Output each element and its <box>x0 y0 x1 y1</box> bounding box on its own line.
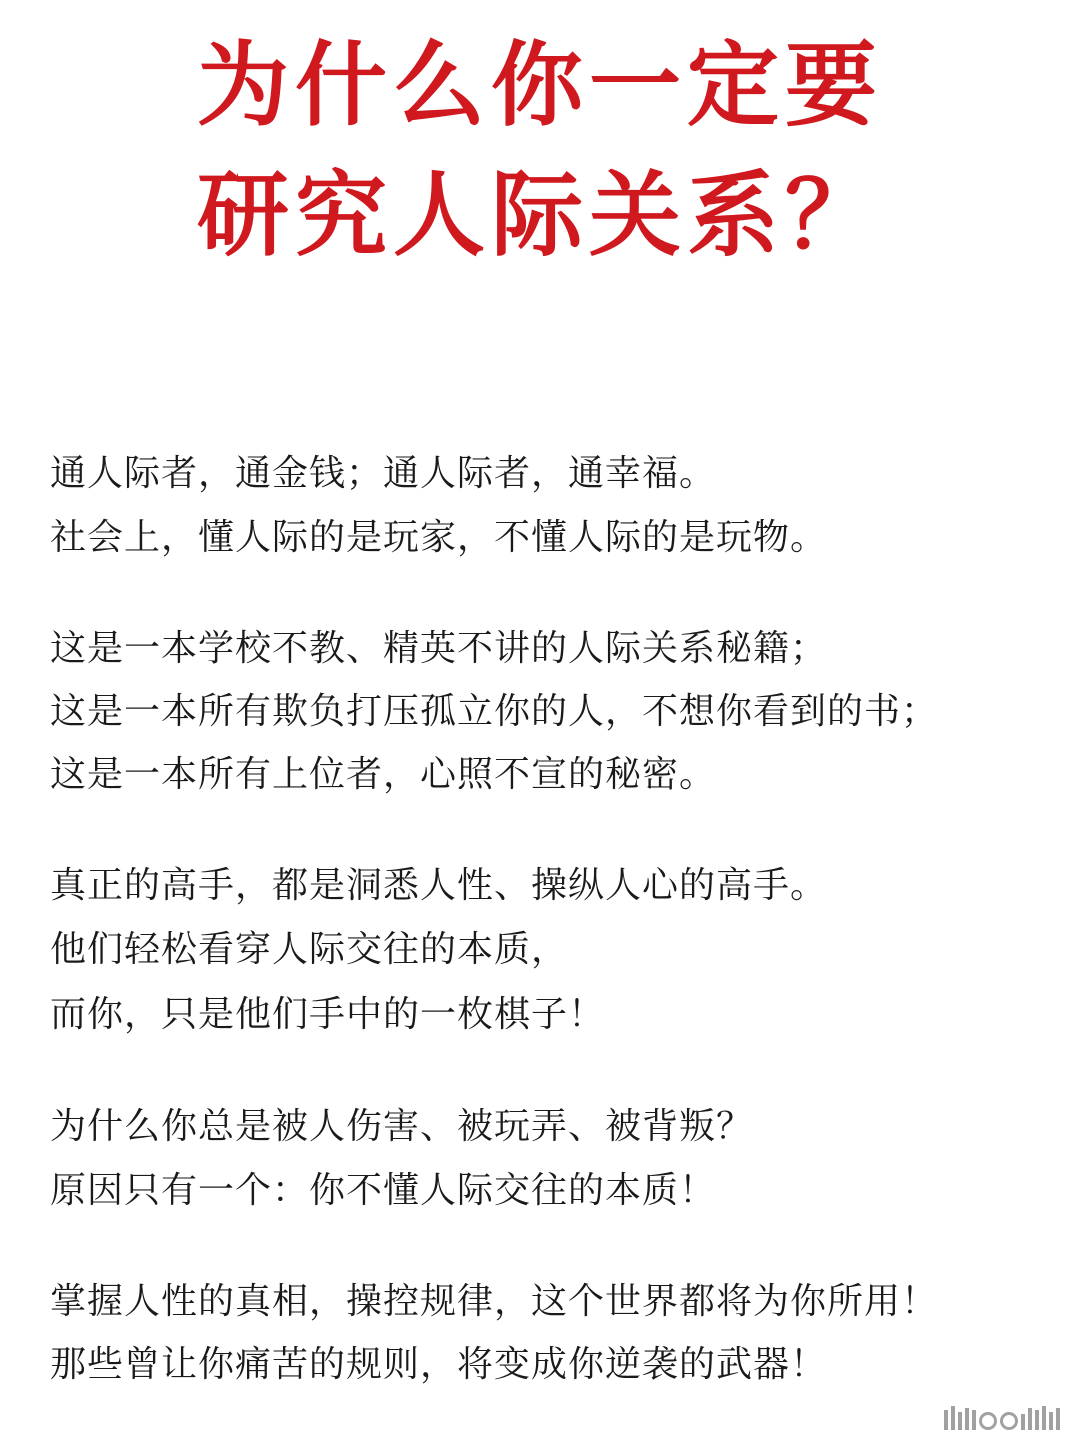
body-text-line: 那些曾让你痛苦的规则，将变成你逆袭的武器！ <box>50 1344 828 1385</box>
body-text-line: 掌握人性的真相，操控规律，这个世界都将为你所用！ <box>50 1281 939 1322</box>
page-title-line-1: 为什么你一定要 <box>196 32 883 139</box>
body-text-line: 为什么你总是被人伤害、被玩弄、被背叛？ <box>50 1106 754 1147</box>
body-text-line: 他们轻松看穿人际交往的本质， <box>50 929 569 970</box>
body-text-line: 原因只有一个：你不懂人际交往的本质！ <box>50 1170 717 1211</box>
body-text-line: 真正的高手，都是洞悉人性、操纵人心的高手。 <box>50 865 828 906</box>
body-text-line: 而你，只是他们手中的一枚棋子！ <box>50 994 606 1035</box>
body-text-line: 这是一本所有上位者，心照不宣的秘密。 <box>50 754 717 795</box>
page-title-line-2: 研究人际关系？ <box>196 162 883 269</box>
body-text-line: 这是一本学校不教、精英不讲的人际关系秘籍； <box>50 628 828 669</box>
body-text-line: 通人际者，通金钱；通人际者，通幸福。 <box>50 453 717 494</box>
watermark-logo <box>944 1404 1060 1430</box>
body-text-line: 社会上，懂人际的是玩家，不懂人际的是玩物。 <box>50 517 828 558</box>
body-text-line: 这是一本所有欺负打压孤立你的人，不想你看到的书； <box>50 691 939 732</box>
